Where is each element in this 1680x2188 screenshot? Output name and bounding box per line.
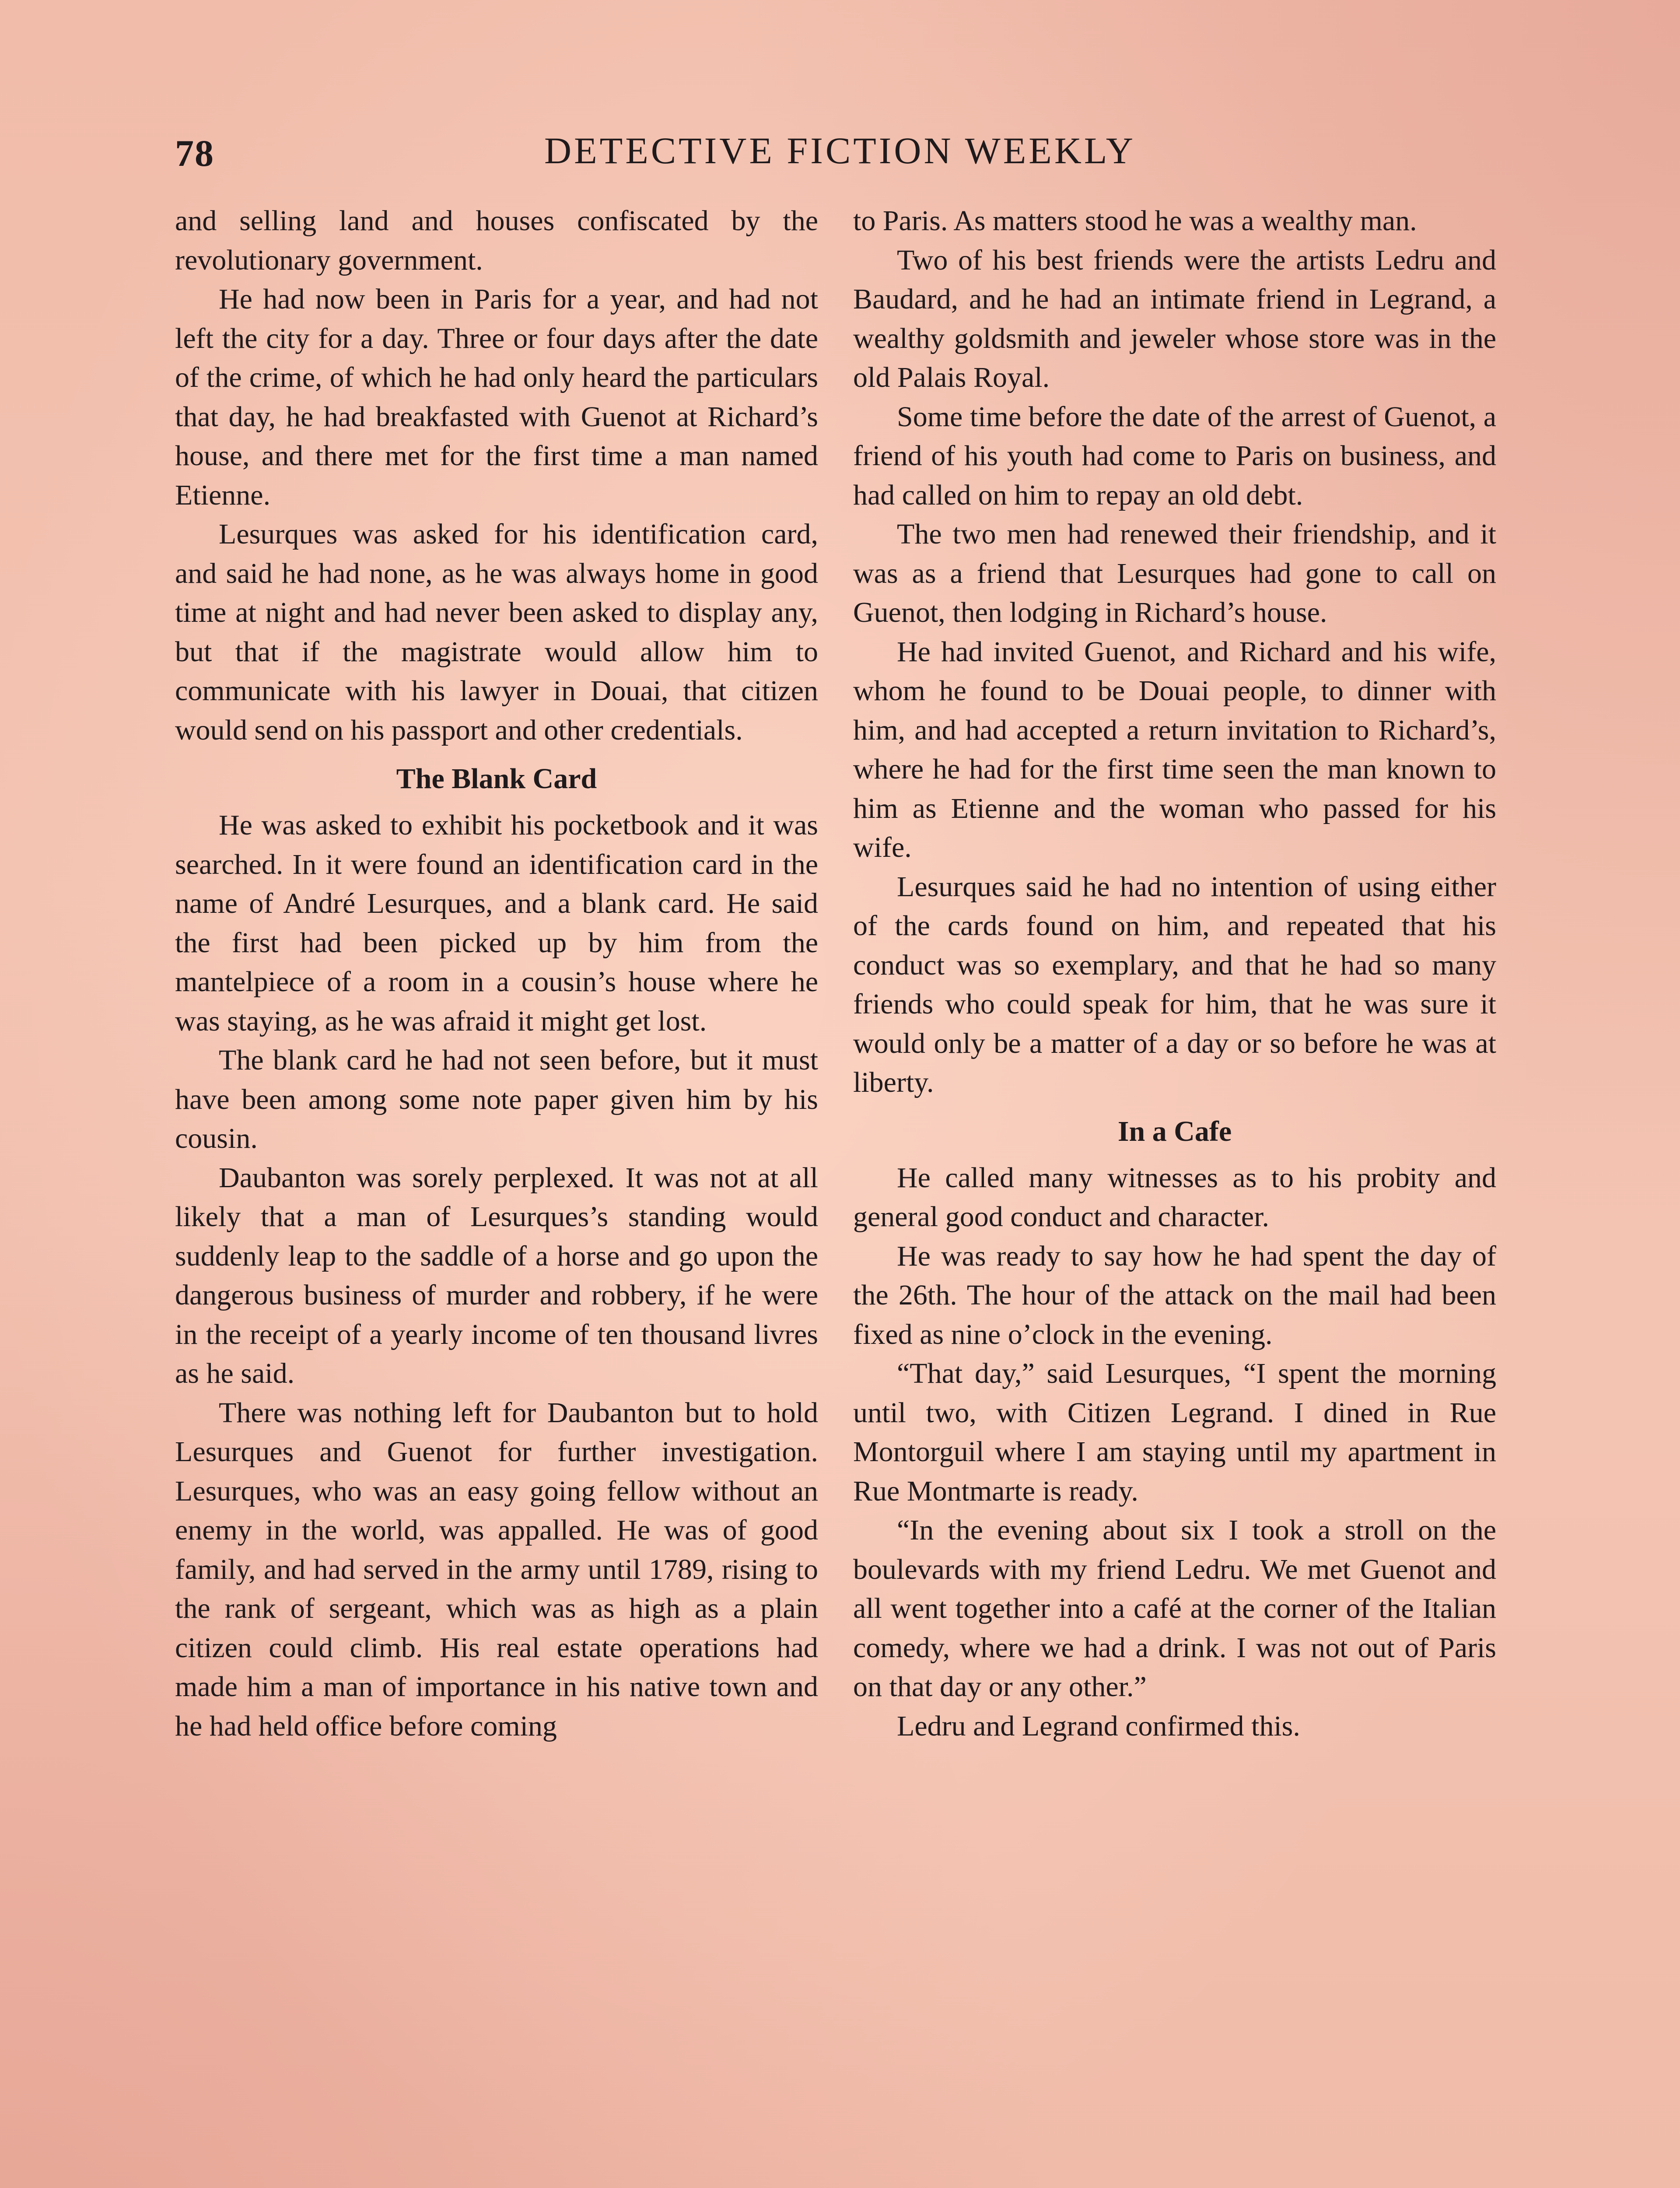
paragraph: “In the evening about six I took a stroll on the boulevards with my friend Ledru. We met Guenot and all went together into a café at the corner of the Italian comedy, where we had a drink. I was not out of Paris on that day or any other.” <box>853 1514 1496 1703</box>
paragraph: Ledru and Legrand confirmed this. <box>897 1710 1300 1742</box>
paragraph: The blank card he had not seen before, but it must have been among some note paper given him by his cousin. <box>175 1044 818 1154</box>
left-column <box>175 201 818 1746</box>
paragraph: He was asked to exhibit his pocketbook and it was searched. In it were found an identification card in the name of André Lesurques, and a blank card. He said the first had been picked up by him from the mantelpiece of a room in a cousin’s house where he was staying, as he was afraid it might get lost. <box>175 809 818 1037</box>
paragraph: He had invited Guenot, and Richard and his wife, whom he found to be Douai people, to dinner with him, and had accepted a return invitation to Richard’s, where he had for the first time seen the man known to him as Etienne and the woman who passed for his wife. <box>853 635 1496 863</box>
paragraph: Daubanton was sorely perplexed. It was not at all likely that a man of Lesurques’s standing would suddenly leap to the saddle of a horse and go upon the dangerous business of murder and robbery, if he were in the receipt of a yearly income of ten thousand livres as he said. <box>175 1161 818 1389</box>
paragraph: to Paris. As matters stood he was a wealthy man. <box>853 205 1417 237</box>
paragraph: Some time before the date of the arrest of Guenot, a friend of his youth had come to Paris on business, and had called on him to repay an old debt. <box>853 400 1496 511</box>
paragraph: He called many witnesses as to his probity and general good conduct and character. <box>853 1161 1496 1233</box>
paragraph: He was ready to say how he had spent the day of the 26th. The hour of the attack on the mail had been fixed as nine o’clock in the evening. <box>853 1240 1496 1350</box>
section-heading: The Blank Card <box>396 763 597 795</box>
paragraph: Lesurques was asked for his identification card, and said he had none, as he was always home in good time at night and had never been asked to display any, but that if the magistrate would allow him to communicate with his lawyer in Douai, that citizen would send on his passport and other credentials. <box>175 518 818 746</box>
paragraph: There was nothing left for Daubanton but to hold Lesurques and Guenot for further investigation. Lesurques, who was an easy going fellow without an enemy in the world, was appalled. He was of good family, and had served in the army until 1789, rising to the rank of sergeant, which was as high as a plain citizen could climb. His real estate operations had made him a man of importance in his native town and he had held office before coming <box>175 1396 818 1742</box>
paragraph: Lesurques said he had no intention of using either of the cards found on him, and repeated that his conduct was so exemplary, and that he had so many friends who could speak for him, that he was sure it would only be a matter of a day or so before he was at liberty. <box>853 870 1496 1098</box>
paragraph: “That day,” said Lesurques, “I spent the morning until two, with Citizen Legrand. I dined in Rue Montorguil where I am staying until my apartment in Rue Montmarte is ready. <box>853 1357 1496 1507</box>
paragraph: The two men had renewed their friendship, and it was as a friend that Lesurques had gone to call on Guenot, then lodging in Richard’s house. <box>853 518 1496 628</box>
page-header <box>175 123 1505 179</box>
section-heading: In a Cafe <box>1117 1115 1232 1147</box>
page-number: 78 <box>175 132 214 174</box>
running-title: DETECTIVE FICTION WEEKLY <box>544 130 1136 172</box>
paragraph: He had now been in Paris for a year, and had not left the city for a day. Three or four days after the date of the crime, of which he had only heard the particulars that day, he had breakfasted with Guenot at Richard’s house, and there met for the first time a man named Etienne. <box>175 283 818 511</box>
paragraph: Two of his best friends were the artists Ledru and Baudard, and he had an intimate friend in Legrand, a wealthy goldsmith and jeweler whose store was in the old Palais Royal. <box>853 244 1496 393</box>
paragraph: and selling land and houses confiscated by the revolutionary government. <box>175 205 818 276</box>
right-column <box>853 201 1496 1746</box>
